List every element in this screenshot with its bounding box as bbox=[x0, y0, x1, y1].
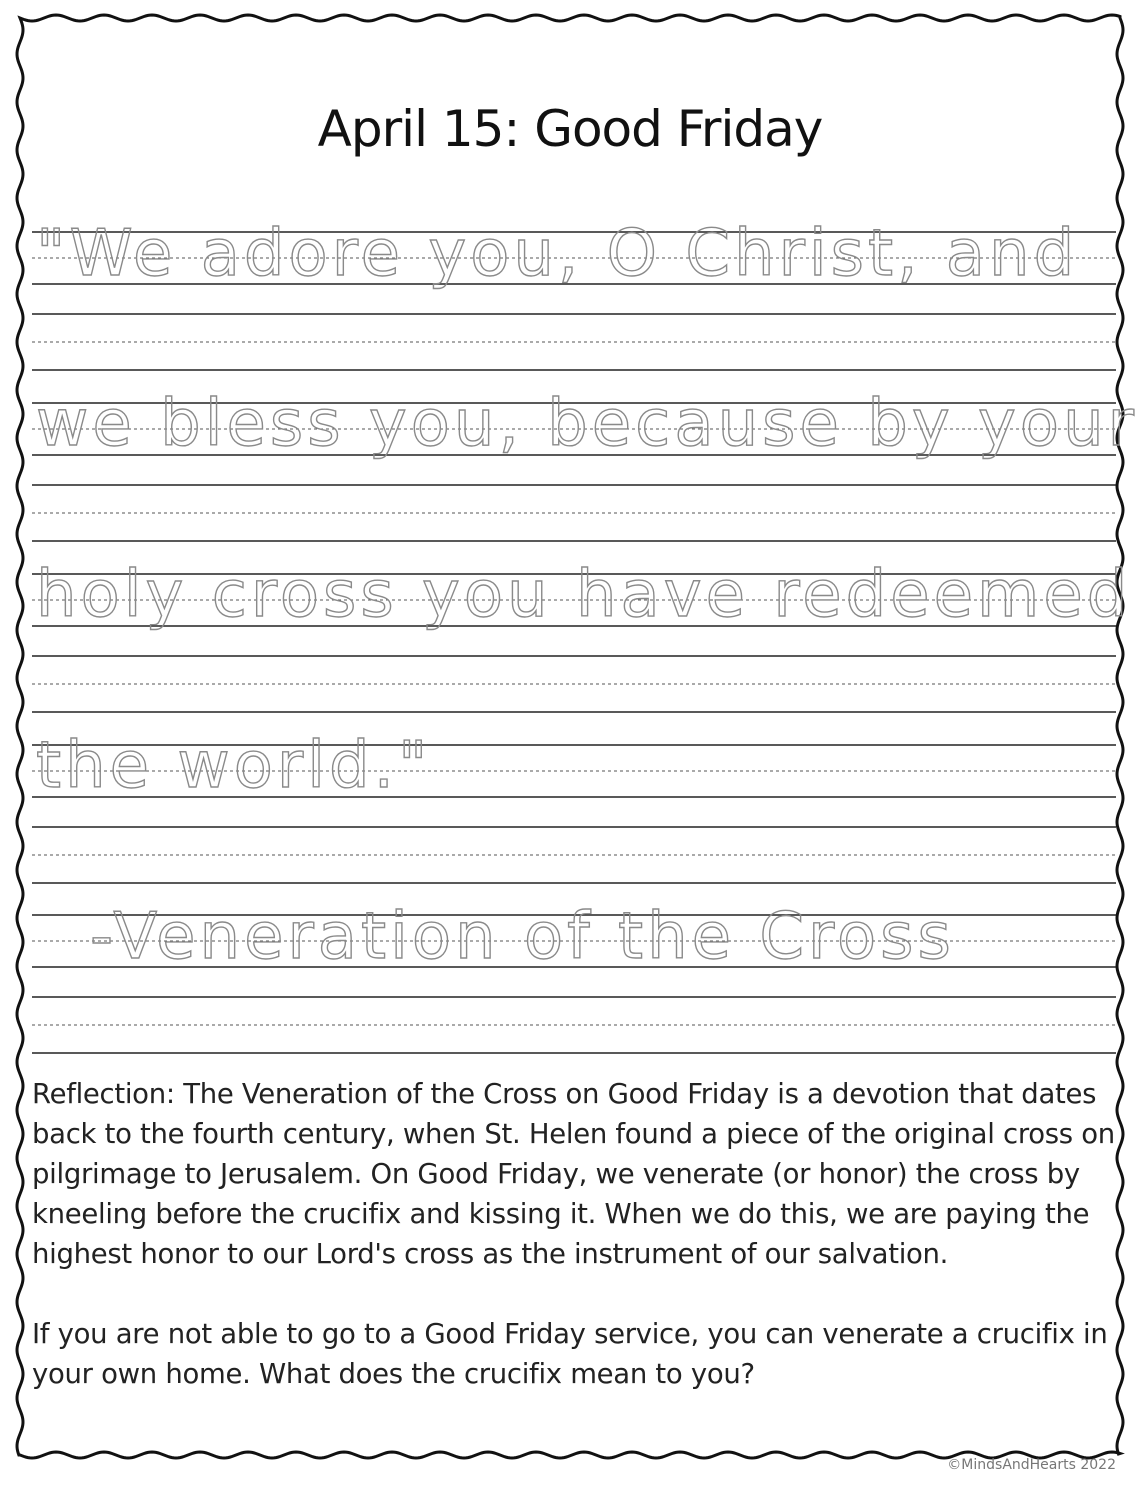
tracing-line-2: we bless you, because by your bbox=[36, 387, 1138, 461]
tracing-line-5: -Veneration of the Cross bbox=[90, 900, 955, 974]
copyright-notice: ©MindsAndHearts 2022 bbox=[947, 1457, 1116, 1473]
reflection-paragraph-2: If you are not able to go to a Good Friday service, you can venerate a crucifix in your own home. What does the crucifix mean to you? bbox=[32, 1318, 1108, 1390]
reflection-paragraph-1: Reflection: The Veneration of the Cross on Good Friday is a devotion that dates back to the fourth century, when St. Helen found a piece of the original cross on pilgrimage to Jerusalem. On Good Friday, we venerate (or honor) the cross by kneeling before the crucifix and kissing it. When we do this, we are paying the highest honor to our Lord's cross as the instrument of our salvation. bbox=[32, 1078, 1115, 1270]
page-title: April 15: Good Friday bbox=[317, 100, 823, 158]
tracing-line-3: holy cross you have redeemed bbox=[36, 558, 1132, 632]
reflection-text bbox=[32, 1074, 1118, 1394]
tracing-line-1: "We adore you, O Christ, and bbox=[36, 217, 1079, 291]
tracing-line-4: the world." bbox=[36, 729, 432, 803]
